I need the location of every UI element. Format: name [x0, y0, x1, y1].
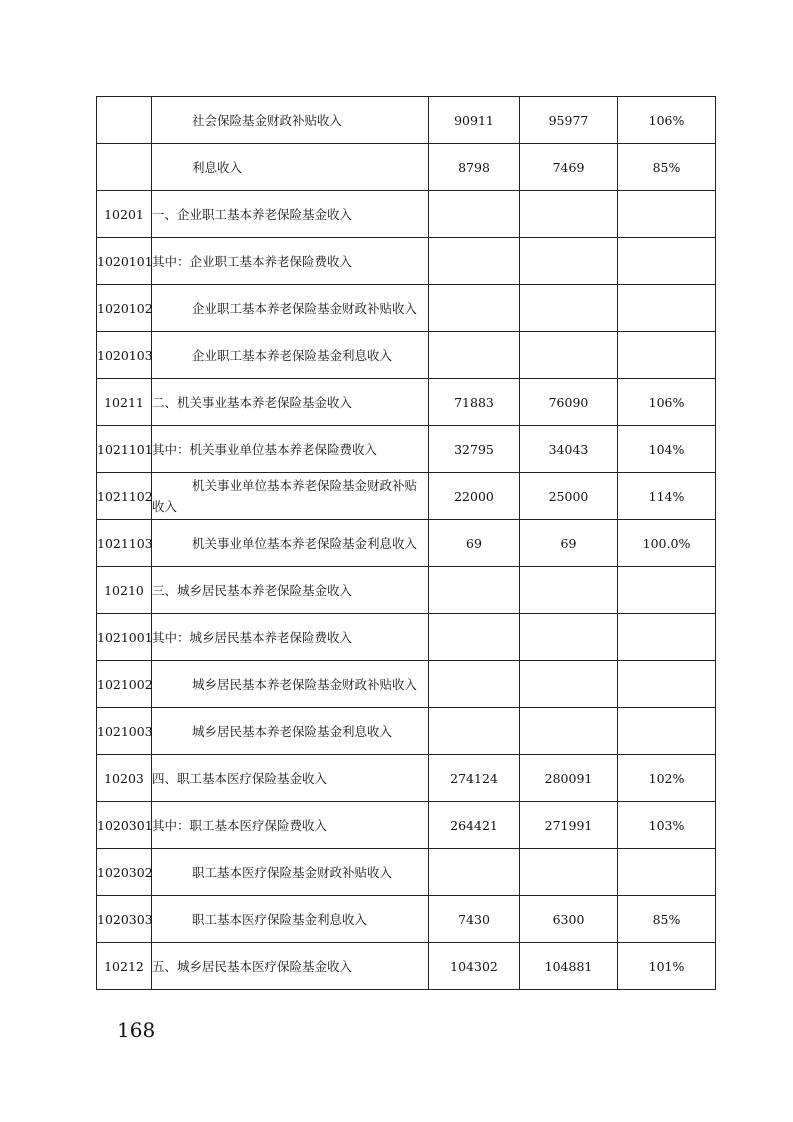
row-value-2-cell: 25000 [520, 473, 618, 520]
budget-table [96, 96, 716, 990]
table-row [97, 614, 716, 661]
row-value-2-cell: 280091 [520, 755, 618, 802]
row-percent-cell [618, 191, 716, 238]
row-value-1-cell [429, 332, 520, 379]
row-value-2-cell [520, 567, 618, 614]
row-percent-cell: 85% [618, 144, 716, 191]
row-code-cell: 1021103 [97, 520, 152, 567]
row-value-2-cell [520, 191, 618, 238]
row-value-2-cell [520, 661, 618, 708]
row-name-cell: 企业职工基本养老保险基金利息收入 [152, 332, 429, 379]
row-name-cell: 二、机关事业基本养老保险基金收入 [152, 379, 429, 426]
row-name-cell: 企业职工基本养老保险基金财政补贴收入 [152, 285, 429, 332]
row-value-1-cell: 32795 [429, 426, 520, 473]
row-name-cell: 其中：城乡居民基本养老保险费收入 [152, 614, 429, 661]
row-code-cell [97, 97, 152, 144]
row-percent-cell: 85% [618, 896, 716, 943]
row-percent-cell [618, 708, 716, 755]
row-name-cell: 四、职工基本医疗保险基金收入 [152, 755, 429, 802]
row-value-1-cell: 264421 [429, 802, 520, 849]
row-value-1-cell [429, 238, 520, 285]
row-code-cell: 10201 [97, 191, 152, 238]
table-row [97, 943, 716, 990]
row-value-2-cell: 69 [520, 520, 618, 567]
row-name-cell: 五、城乡居民基本医疗保险基金收入 [152, 943, 429, 990]
row-code-cell: 1020302 [97, 849, 152, 896]
table-row [97, 285, 716, 332]
row-value-1-cell: 8798 [429, 144, 520, 191]
row-name-cell: 城乡居民基本养老保险基金财政补贴收入 [152, 661, 429, 708]
table-row [97, 849, 716, 896]
table-row [97, 144, 716, 191]
row-percent-cell [618, 567, 716, 614]
table-row [97, 802, 716, 849]
row-code-cell: 1021002 [97, 661, 152, 708]
row-name-cell: 城乡居民基本养老保险基金利息收入 [152, 708, 429, 755]
row-value-2-cell [520, 614, 618, 661]
row-percent-cell: 104% [618, 426, 716, 473]
row-value-1-cell: 104302 [429, 943, 520, 990]
row-value-2-cell: 34043 [520, 426, 618, 473]
row-value-2-cell: 6300 [520, 896, 618, 943]
row-value-2-cell: 7469 [520, 144, 618, 191]
row-name-cell: 其中：机关事业单位基本养老保险费收入 [152, 426, 429, 473]
table-row [97, 520, 716, 567]
row-value-2-cell [520, 849, 618, 896]
table-row [97, 896, 716, 943]
row-code-cell: 1020303 [97, 896, 152, 943]
row-value-1-cell: 90911 [429, 97, 520, 144]
row-name-cell: 一、企业职工基本养老保险基金收入 [152, 191, 429, 238]
row-value-2-cell: 76090 [520, 379, 618, 426]
row-name-cell: 机关事业单位基本养老保险基金利息收入 [152, 520, 429, 567]
row-value-1-cell: 7430 [429, 896, 520, 943]
table-row [97, 567, 716, 614]
table-row [97, 426, 716, 473]
row-name-cell: 机关事业单位基本养老保险基金财政补贴收入 [152, 473, 429, 520]
row-name-cell: 社会保险基金财政补贴收入 [152, 97, 429, 144]
table-row [97, 661, 716, 708]
row-percent-cell [618, 614, 716, 661]
row-percent-cell [618, 238, 716, 285]
row-percent-cell [618, 332, 716, 379]
row-value-1-cell: 69 [429, 520, 520, 567]
row-value-1-cell: 71883 [429, 379, 520, 426]
row-name-cell: 其中：职工基本医疗保险费收入 [152, 802, 429, 849]
row-code-cell: 10203 [97, 755, 152, 802]
table-row [97, 473, 716, 520]
row-value-1-cell: 274124 [429, 755, 520, 802]
row-value-1-cell [429, 661, 520, 708]
row-code-cell: 1020103 [97, 332, 152, 379]
row-code-cell: 1020301 [97, 802, 152, 849]
row-name-cell: 三、城乡居民基本养老保险基金收入 [152, 567, 429, 614]
row-value-1-cell [429, 614, 520, 661]
row-value-2-cell: 271991 [520, 802, 618, 849]
row-value-2-cell [520, 238, 618, 285]
table-row [97, 708, 716, 755]
row-code-cell: 1020101 [97, 238, 152, 285]
row-code-cell: 10212 [97, 943, 152, 990]
row-name-cell: 利息收入 [152, 144, 429, 191]
table-row [97, 97, 716, 144]
row-percent-cell: 106% [618, 97, 716, 144]
row-value-1-cell [429, 567, 520, 614]
row-value-2-cell [520, 285, 618, 332]
row-percent-cell: 101% [618, 943, 716, 990]
row-code-cell: 10210 [97, 567, 152, 614]
row-value-1-cell [429, 285, 520, 332]
row-code-cell: 1020102 [97, 285, 152, 332]
row-code-cell: 1021101 [97, 426, 152, 473]
row-name-cell: 职工基本医疗保险基金利息收入 [152, 896, 429, 943]
table-row [97, 755, 716, 802]
row-code-cell: 10211 [97, 379, 152, 426]
row-value-2-cell: 95977 [520, 97, 618, 144]
table-row [97, 379, 716, 426]
row-value-2-cell: 104881 [520, 943, 618, 990]
table-row [97, 238, 716, 285]
row-percent-cell [618, 849, 716, 896]
row-name-cell: 其中：企业职工基本养老保险费收入 [152, 238, 429, 285]
row-percent-cell: 100.0% [618, 520, 716, 567]
row-name-cell: 职工基本医疗保险基金财政补贴收入 [152, 849, 429, 896]
row-value-1-cell [429, 708, 520, 755]
row-code-cell: 1021102 [97, 473, 152, 520]
row-percent-cell: 114% [618, 473, 716, 520]
row-value-2-cell [520, 332, 618, 379]
row-percent-cell [618, 285, 716, 332]
row-code-cell: 1021003 [97, 708, 152, 755]
row-percent-cell: 102% [618, 755, 716, 802]
row-percent-cell: 106% [618, 379, 716, 426]
row-percent-cell [618, 661, 716, 708]
row-value-1-cell [429, 191, 520, 238]
row-code-cell: 1021001 [97, 614, 152, 661]
row-value-2-cell [520, 708, 618, 755]
budget-table-body [97, 97, 716, 990]
page-number: 168 [117, 1018, 156, 1042]
table-row [97, 191, 716, 238]
table-row [97, 332, 716, 379]
row-percent-cell: 103% [618, 802, 716, 849]
row-code-cell [97, 144, 152, 191]
row-value-1-cell: 22000 [429, 473, 520, 520]
row-value-1-cell [429, 849, 520, 896]
